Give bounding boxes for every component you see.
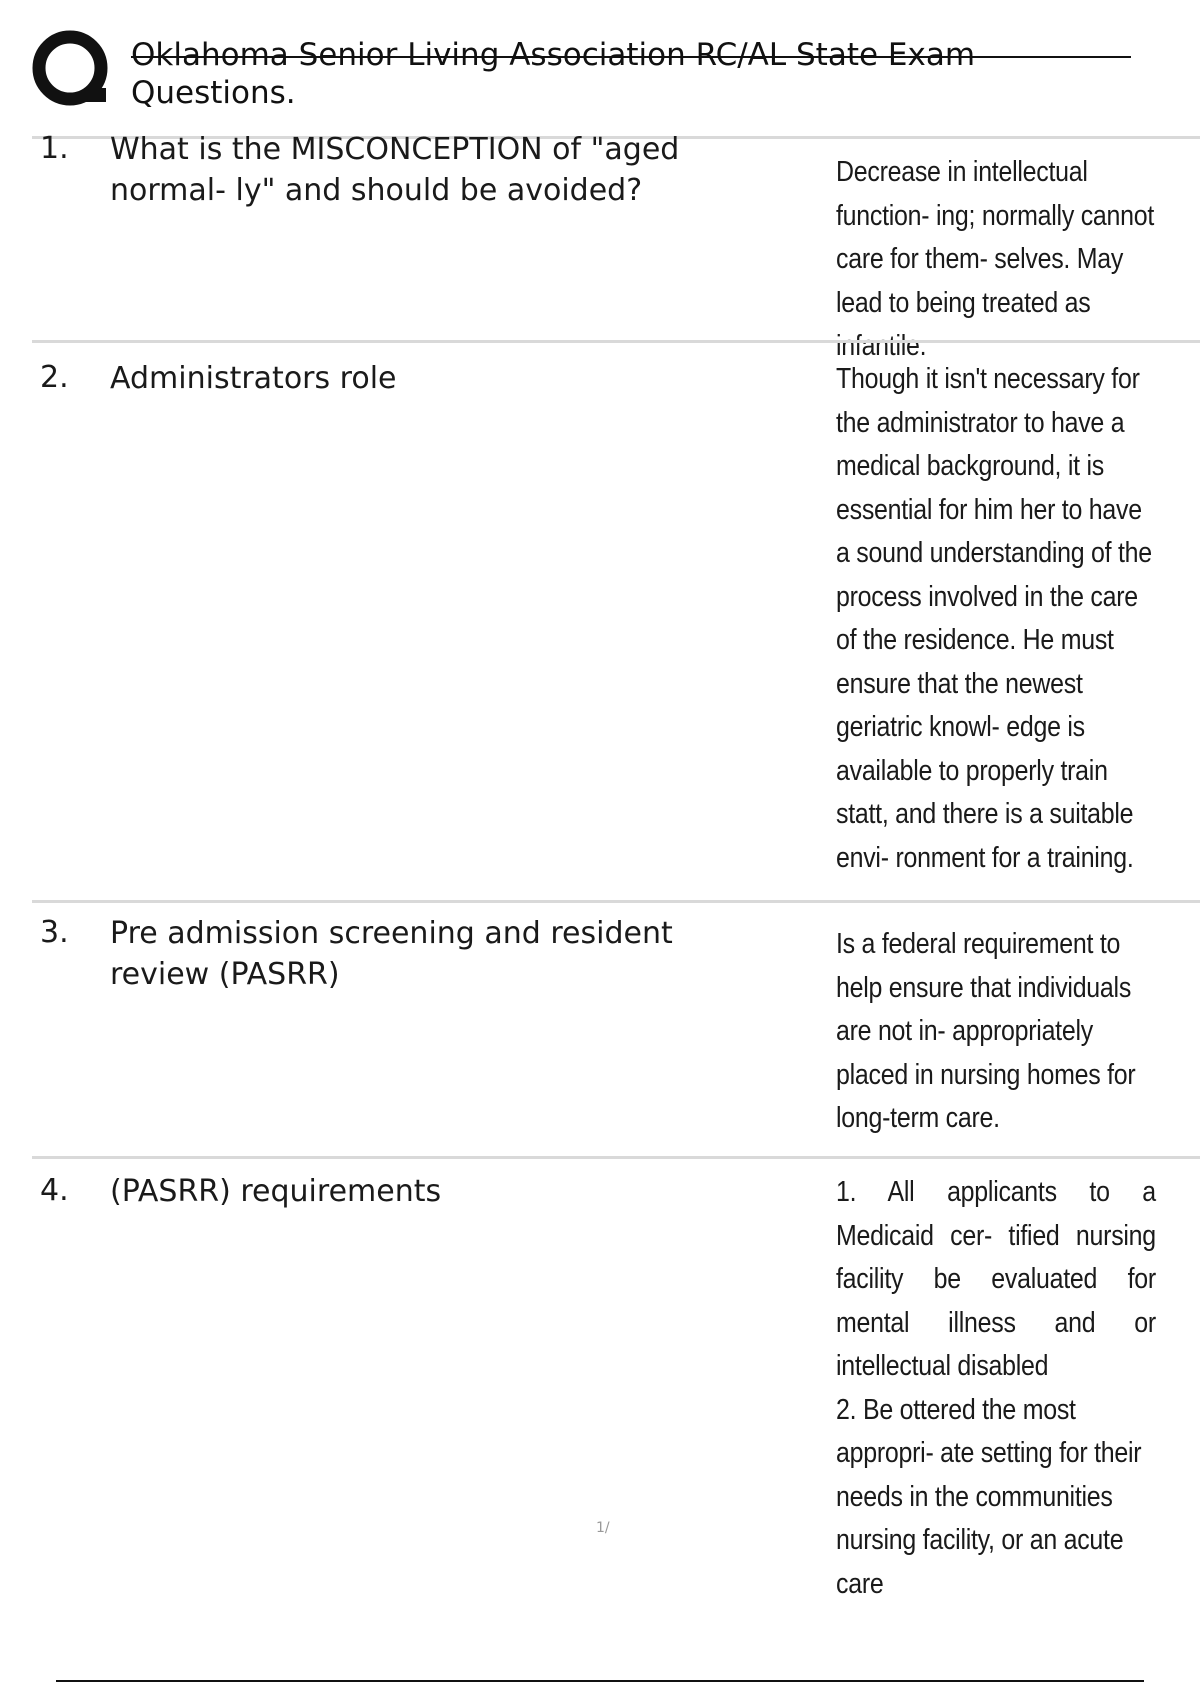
question-number: 3.: [40, 915, 69, 950]
answer-text: Though it isn't necessary for the administrator to have a medical background, it is essential for him her to have a sound understanding of the process involved in the care of the residence. He must ensure that the newest geriatric knowl- edge is available to properly train statt, and there is a suitable envi- ronment for a training.: [836, 363, 1152, 874]
q-logo-icon: [32, 30, 112, 110]
answer-line-1: 1. All applicants to a Medicaid cer- tified nursing facility be evaluated for mental illness and or intellectual disabled: [836, 1176, 1156, 1382]
question-number: 1.: [40, 131, 69, 166]
table-row: [32, 340, 1200, 903]
page-title: [131, 36, 1091, 112]
footer-divider: [56, 1680, 1144, 1682]
question-text: Administrators role: [110, 361, 397, 396]
page-header: [32, 28, 1142, 118]
question-text: Pre admission screening and resident review (PASRR): [110, 916, 673, 992]
table-row: [32, 900, 1200, 1159]
question-number: 4.: [40, 1173, 69, 1208]
title-line-1: Oklahoma Senior Living Association RC/AL State Exam: [131, 37, 976, 73]
title-line-2: Questions.: [131, 75, 296, 111]
question-text: (PASRR) requirements: [110, 1174, 442, 1209]
question-number: 2.: [40, 360, 69, 395]
answer-line-2: 2. Be ottered the most appropri- ate setting for their needs in the communities nursing facility, or an acute care: [836, 1393, 1142, 1600]
question-text: What is the MISCONCEPTION of "aged normal- ly" and should be avoided?: [110, 132, 680, 208]
answer-text: Decrease in intellectual function- ing; normally cannot care for them- selves. May lead to being treated as infantile.: [836, 156, 1155, 362]
page-number: 1/: [596, 1520, 610, 1536]
table-row: [32, 1156, 1200, 1600]
answer-text: Is a federal requirement to help ensure that individuals are not in- appropriately placed in nursing homes for long-term care.: [836, 928, 1136, 1134]
table-row: [32, 131, 1200, 362]
answer-text: [836, 1171, 1156, 1606]
